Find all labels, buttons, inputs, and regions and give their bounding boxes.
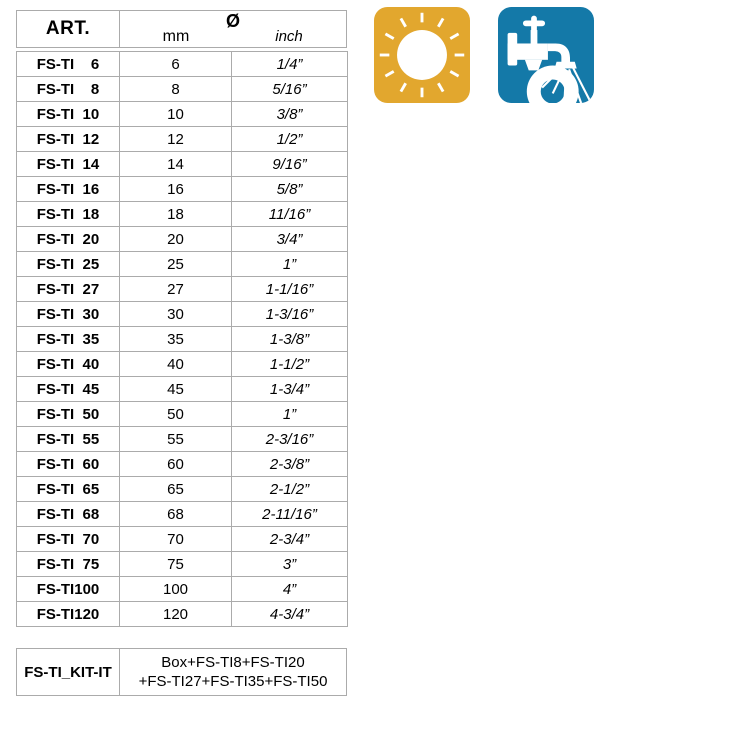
inch-cell: 1-1/2” [232,352,348,377]
article-cell: FS-TI 8 [17,77,120,102]
article-cell: FS-TI 68 [17,502,120,527]
table-row [17,177,348,202]
mm-cell: 27 [120,277,232,302]
inch-cell: 11/16” [232,202,348,227]
mm-cell: 65 [120,477,232,502]
table-row [17,552,348,577]
article-cell: FS-TI 35 [17,327,120,352]
mm-cell: 45 [120,377,232,402]
inch-cell: 3/4” [232,227,348,252]
kit-row [17,649,347,696]
inch-cell: 2-11/16” [232,502,348,527]
article-cell: FS-TI 25 [17,252,120,277]
mm-cell: 8 [120,77,232,102]
sun-icon [374,7,470,103]
inch-cell: 1” [232,402,348,427]
mm-cell: 68 [120,502,232,527]
mm-cell: 55 [120,427,232,452]
inch-cell: 5/16” [232,77,348,102]
article-cell: FS-TI 16 [17,177,120,202]
article-cell: FS-TI 18 [17,202,120,227]
table-row [17,452,348,477]
spec-section [16,10,347,696]
inch-cell: 1/2” [232,127,348,152]
kit-article-cell: FS-TI_KIT-IT [17,649,120,696]
table-row [17,427,348,452]
mm-cell: 40 [120,352,232,377]
table-row [17,227,348,252]
inch-cell: 3/8” [232,102,348,127]
article-cell: FS-TI 65 [17,477,120,502]
inch-column-header: inch [275,28,303,45]
article-cell: FS-TI 12 [17,127,120,152]
mm-cell: 10 [120,102,232,127]
table-row [17,402,348,427]
mm-cell: 35 [120,327,232,352]
mm-cell: 30 [120,302,232,327]
water-tap-icon [498,7,594,103]
table-row [17,377,348,402]
diameter-column-group-header [120,11,346,47]
mm-cell: 6 [120,52,232,77]
table-row [17,127,348,152]
mm-cell: 20 [120,227,232,252]
table-row [17,577,348,602]
article-cell: FS-TI 30 [17,302,120,327]
inch-cell: 1-3/8” [232,327,348,352]
kit-contents-line2: +FS-TI27+FS-TI35+FS-TI50 [138,673,328,690]
mm-cell: 16 [120,177,232,202]
table-row [17,102,348,127]
mm-cell: 12 [120,127,232,152]
article-cell: FS-TI 55 [17,427,120,452]
article-cell: FS-TI 45 [17,377,120,402]
article-cell: FS-TI 70 [17,527,120,552]
article-cell: FS-TI 27 [17,277,120,302]
table-row [17,602,348,627]
table-row [17,77,348,102]
mm-cell: 25 [120,252,232,277]
mm-cell: 18 [120,202,232,227]
suitability-icons [374,7,594,103]
inch-cell: 2-1/2” [232,477,348,502]
inch-cell: 2-3/8” [232,452,348,477]
inch-cell: 2-3/16” [232,427,348,452]
spec-table-body [17,52,348,627]
mm-cell: 50 [120,402,232,427]
inch-cell: 1-3/16” [232,302,348,327]
kit-contents-cell [120,649,347,696]
kit-contents-line1: Box+FS-TI8+FS-TI20 [161,654,305,671]
table-row [17,202,348,227]
inch-cell: 1-3/4” [232,377,348,402]
inch-cell: 4” [232,577,348,602]
table-row [17,352,348,377]
table-row [17,277,348,302]
table-row [17,477,348,502]
mm-cell: 70 [120,527,232,552]
inch-cell: 1-1/16” [232,277,348,302]
article-cell: FS-TI120 [17,602,120,627]
mm-cell: 100 [120,577,232,602]
article-cell: FS-TI 75 [17,552,120,577]
table-row [17,527,348,552]
inch-cell: 1/4” [232,52,348,77]
table-row [17,327,348,352]
diameter-subheaders [120,28,346,46]
inch-cell: 5/8” [232,177,348,202]
table-row [17,502,348,527]
inch-cell: 3” [232,552,348,577]
kit-table [16,648,347,696]
inch-cell: 2-3/4” [232,527,348,552]
mm-cell: 120 [120,602,232,627]
article-cell: FS-TI 10 [17,102,120,127]
article-cell: FS-TI 50 [17,402,120,427]
art-column-header: ART. [17,11,120,47]
mm-cell: 60 [120,452,232,477]
table-row [17,302,348,327]
article-cell: FS-TI 60 [17,452,120,477]
inch-cell: 4-3/4” [232,602,348,627]
table-row [17,252,348,277]
article-cell: FS-TI100 [17,577,120,602]
article-cell: FS-TI 20 [17,227,120,252]
mm-cell: 75 [120,552,232,577]
article-cell: FS-TI 14 [17,152,120,177]
article-cell: FS-TI 40 [17,352,120,377]
inch-cell: 9/16” [232,152,348,177]
table-header [16,10,347,48]
spec-table [16,51,348,627]
article-cell: FS-TI 6 [17,52,120,77]
mm-cell: 14 [120,152,232,177]
diameter-symbol: Ø [225,11,240,31]
mm-column-header: mm [162,28,190,45]
table-row [17,152,348,177]
inch-cell: 1” [232,252,348,277]
table-row [17,52,348,77]
